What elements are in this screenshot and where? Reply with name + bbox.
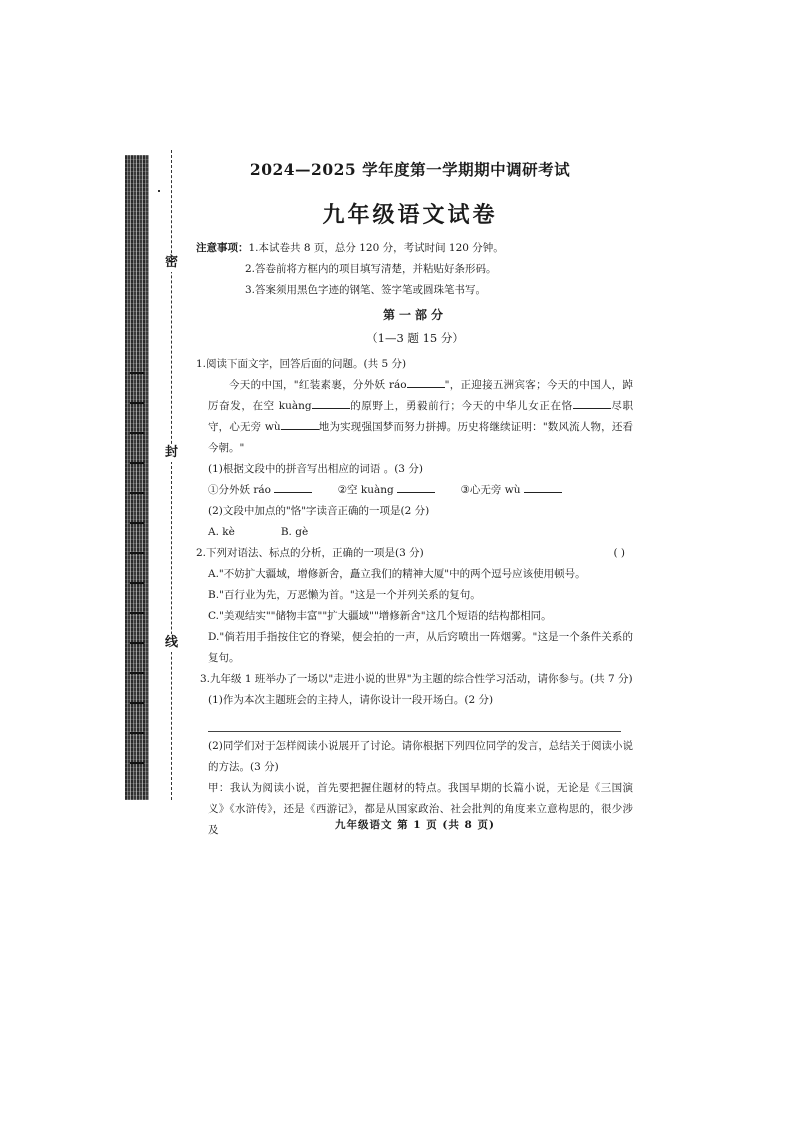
tick-mark [130,672,144,674]
notes-section [196,238,504,301]
option-text: ①分外妖 ráo [208,484,271,496]
option-text: ②空 kuàng [337,484,394,496]
note-item: 2.答卷前将方框内的项目填写清楚，并粘贴好条形码。 [245,263,497,275]
answer-blank[interactable] [397,482,435,493]
seal-line [171,150,172,800]
tick-mark [130,552,144,554]
tick-mark [130,732,144,734]
passage-text: 的原野上，勇毅前行；今天的中华儿女正在恪 [349,400,573,412]
notes-label: 注意事项： [196,242,249,254]
tick-mark [130,642,144,644]
q3-sub1: (1)作为本次主题班会的主持人，请你设计一段开场白。(2 分) [208,694,494,706]
tick-mark [130,432,144,434]
q2-option-a: A."不妨扩大疆域，增修新舍，矗立我们的精神大厦"中的两个逗号应该使用顿号。 [208,568,586,580]
tick-mark [130,402,144,404]
answer-paren[interactable]: ( ) [613,547,625,559]
q2-stem [196,543,633,564]
tick-mark [130,522,144,524]
q2-option-d: D."倘若用手指按住它的脊梁，便会拍的一声，从后窍喷出一阵烟雾。"这是一个条件关系的复句。 [208,631,633,664]
binding-ticks [130,360,144,800]
passage-text: 尽职守，心无旁 wù [208,400,634,433]
passage-text: 今天的中国，"红装素裹，分外妖 ráo [229,379,407,391]
q1-passage [196,375,633,459]
fill-blank[interactable] [573,398,611,409]
q3-stem: 3.九年级 1 班举办了一场以"走进小说的世界"为主题的综合性学习活动，请你参与。(共 7 分) [200,673,633,685]
tick-mark [130,372,144,374]
option-a: A. kè [208,526,235,538]
seal-char-feng: 封 [165,445,179,460]
passage-text: 地为实现强国梦而努力拼搏。历史将继续证明："数风流人物，还看今朝。" [208,421,633,454]
q1-sub1-options [196,480,633,501]
paper-title: 九年级语文试卷 [322,202,498,228]
option-text: ③心无旁 wù [460,484,521,496]
note-item: 3.答案须用黑色字迹的钢笔、签字笔或圆珠笔书写。 [245,284,487,296]
exam-title: 2024—2025 学年度第一学期期中调研考试 [249,160,571,179]
tick-mark [130,582,144,584]
q1-sub2-options [196,522,633,543]
q2-stem-text: 2.下列对语法、标点的分析，正确的一项是(3 分) [196,547,424,559]
fill-blank[interactable] [312,398,350,409]
q1-sub1: (1)根据文段中的拼音写出相应的词语 。(3 分) [208,463,423,475]
note-item: 1.本试卷共 8 页，总分 120 分，考试时间 120 分钟。 [248,242,504,254]
tick-mark [130,762,144,764]
page-footer: 九年级语文 第 1 页 (共 8 页) [335,819,495,831]
questions [196,354,633,841]
part-subtitle: （1—3 题 15 分） [366,331,464,345]
tick-mark [130,492,144,494]
q1-sub2: (2)文段中加点的"恪"字读音正确的一项是(2 分) [208,505,430,517]
answer-line[interactable] [208,713,621,732]
fill-blank[interactable] [407,377,445,388]
q3-speaker-jia: 甲：我认为阅读小说，首先要把握住题材的特点。我国早期的长篇小说，无论是《三国演义》《水浒传》，还是《西游记》，都是从国家政治、社会批判的角度来立意构思的，很少涉及 [208,782,633,836]
seal-char-mi: 密 [165,255,179,270]
q3-sub2: (2)同学们对于怎样阅读小说展开了讨论。请你根据下列四位同学的发言，总结关于阅读小说的方法。(3 分) [208,740,633,773]
seal-char-xian: 线 [165,635,179,650]
tick-mark [130,702,144,704]
option-b: B. gè [280,526,309,538]
passage-text: "，正迎接五洲宾客；今天的中国人，踔厉奋发，在空 kuàng [208,379,633,412]
tick-mark [130,462,144,464]
q2-option-b: B."百行业为先，万恶懒为首。"这是一个并列关系的复句。 [208,589,481,601]
q1-stem: 1.阅读下面文字，回答后面的问题。(共 5 分) [196,358,407,370]
fill-blank[interactable] [281,419,319,430]
part-title: 第一部分 [382,308,447,322]
tick-mark [130,612,144,614]
margin-dot [158,190,160,192]
answer-blank[interactable] [524,482,562,493]
q2-option-c: C."美观结实""储物丰富""扩大疆域""增修新舍"这几个短语的结构都相同。 [208,610,552,622]
answer-blank[interactable] [274,482,312,493]
